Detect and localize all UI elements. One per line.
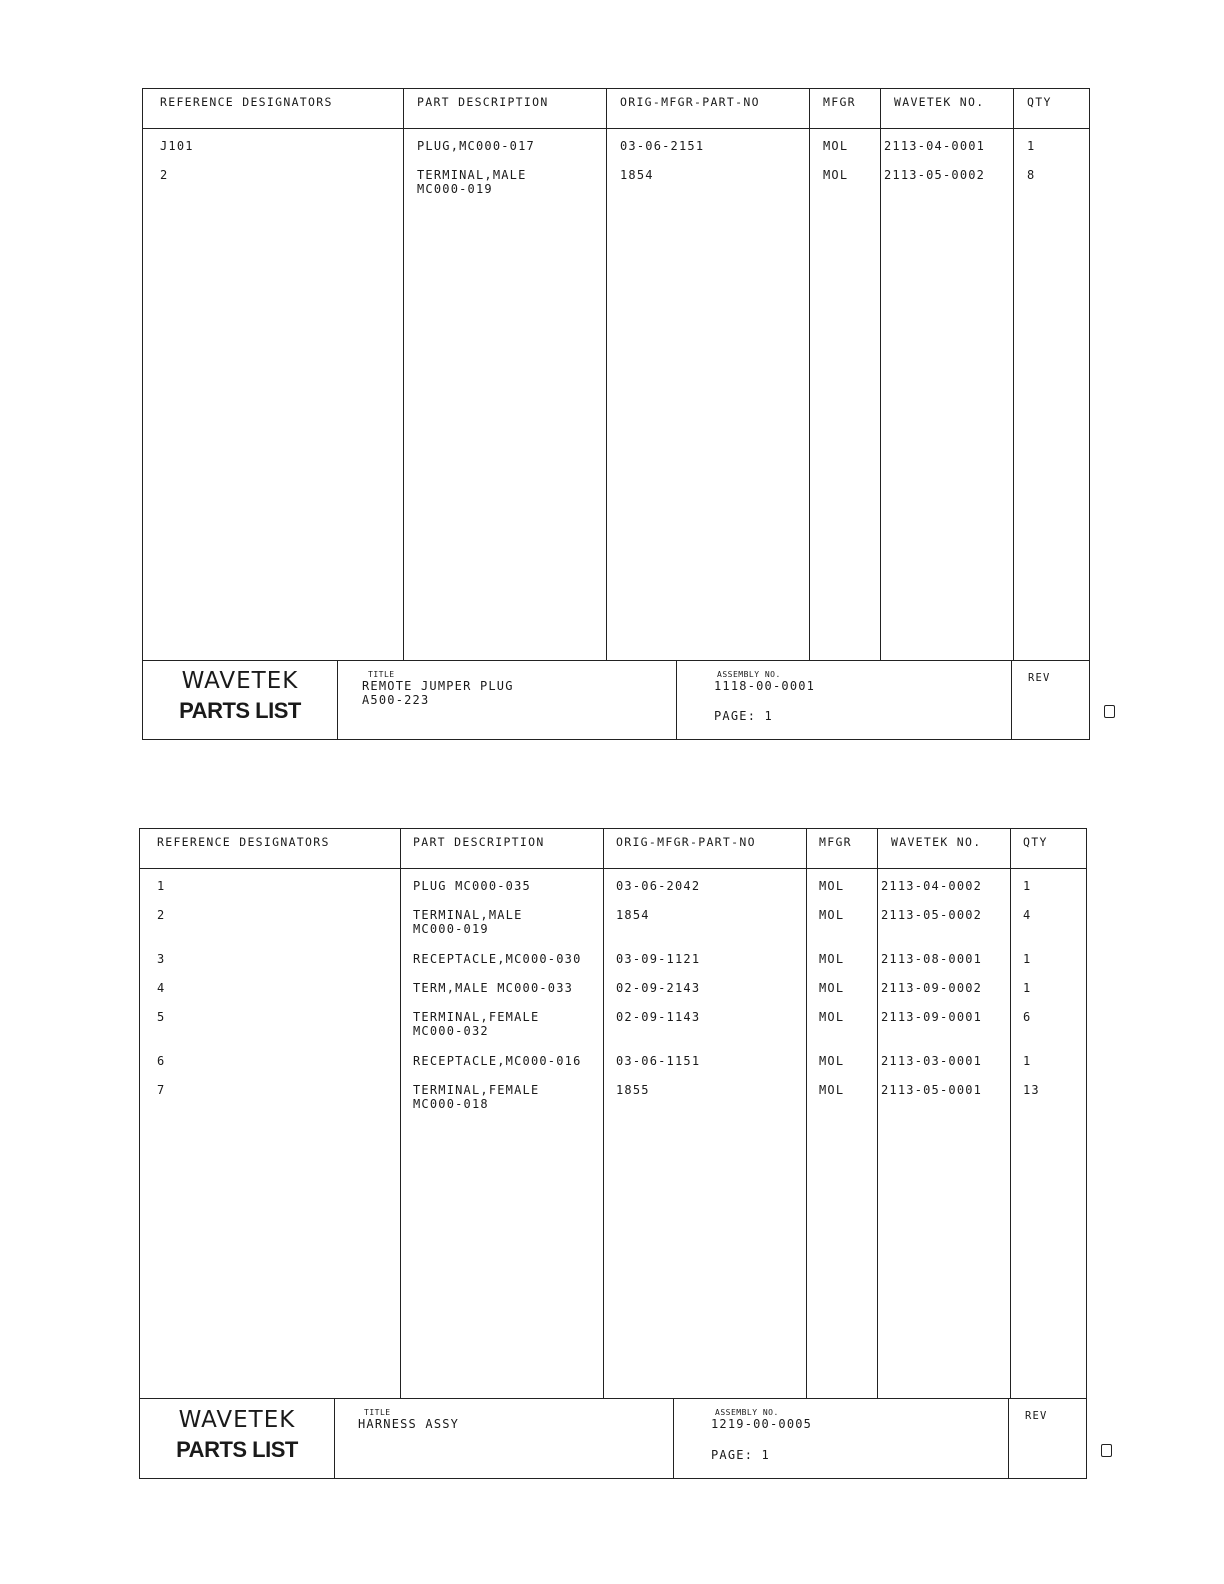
cell-wavetek: 2113-04-0001 [884, 139, 986, 153]
cell-desc: PLUG MC000-035 [413, 879, 531, 893]
cell-ref: 3 [157, 952, 166, 966]
assembly-label: ASSEMBLY NO. [715, 1408, 779, 1417]
cell-desc: PLUG,MC000-017 [417, 139, 535, 153]
cell-wavetek: 2113-08-0001 [881, 952, 983, 966]
header-wavetek: WAVETEK NO. [894, 95, 985, 109]
cell-mfgr: MOL [819, 952, 845, 966]
footer-divider-v [1011, 660, 1012, 740]
cell-orig: 03-06-2151 [620, 139, 705, 153]
column-divider [880, 88, 881, 660]
title-label: TITLE [368, 670, 395, 679]
cell-qty: 6 [1023, 1010, 1032, 1024]
cell-orig: 03-06-2042 [616, 879, 701, 893]
footer-divider [142, 660, 1090, 661]
cell-ref: 2 [160, 168, 169, 182]
cell-desc: RECEPTACLE,MC000-030 [413, 952, 582, 966]
cell-qty: 1 [1023, 1054, 1032, 1068]
column-divider [809, 88, 810, 660]
header-mfgr: MFGR [819, 835, 852, 849]
cell-qty: 1 [1023, 952, 1032, 966]
assembly-number: 1118-00-0001 [714, 679, 816, 693]
rev-label: REV [1025, 1410, 1048, 1422]
cell-ref: 2 [157, 908, 166, 922]
column-divider [603, 828, 604, 1398]
cell-mfgr: MOL [819, 1010, 845, 1024]
cell-orig: 03-09-1121 [616, 952, 701, 966]
cell-qty: 1 [1027, 139, 1036, 153]
assembly-number: 1219-00-0005 [711, 1417, 813, 1431]
cell-desc: TERM,MALE MC000-033 [413, 981, 574, 995]
wavetek-logo: WAVETEK [181, 668, 299, 694]
cell-wavetek: 2113-03-0001 [881, 1054, 983, 1068]
cell-desc-line2: MC000-019 [417, 182, 493, 196]
cell-ref: J101 [160, 139, 194, 153]
header-wavetek: WAVETEK NO. [891, 835, 982, 849]
cell-ref: 6 [157, 1054, 166, 1068]
header-orig: ORIG-MFGR-PART-NO [620, 95, 760, 109]
cell-mfgr: MOL [819, 1054, 845, 1068]
company-logo [150, 668, 330, 724]
title-line1: HARNESS ASSY [358, 1417, 460, 1431]
cell-ref: 4 [157, 981, 166, 995]
cell-qty: 8 [1027, 168, 1036, 182]
header-mfgr: MFGR [823, 95, 856, 109]
cell-desc-line2: MC000-032 [413, 1024, 489, 1038]
column-divider [403, 88, 404, 660]
cell-wavetek: 2113-05-0002 [884, 168, 986, 182]
cell-desc: TERMINAL,MALE [417, 168, 527, 182]
cell-qty: 1 [1023, 981, 1032, 995]
column-divider [806, 828, 807, 1398]
checkbox-icon [1104, 705, 1115, 718]
footer-divider-v [337, 660, 338, 740]
cell-ref: 1 [157, 879, 166, 893]
footer-divider-v [673, 1398, 674, 1479]
cell-orig: 03-06-1151 [616, 1054, 701, 1068]
parts-list-label: PARTS LIST [179, 698, 301, 723]
title-line2: A500-223 [362, 693, 430, 707]
parts-list-label: PARTS LIST [176, 1437, 298, 1462]
cell-mfgr: MOL [819, 879, 845, 893]
checkbox-icon [1101, 1444, 1112, 1457]
cell-orig: 1854 [620, 168, 654, 182]
cell-desc: RECEPTACLE,MC000-016 [413, 1054, 582, 1068]
header-orig: ORIG-MFGR-PART-NO [616, 835, 756, 849]
column-divider [877, 828, 878, 1398]
header-qty: QTY [1027, 95, 1052, 109]
cell-wavetek: 2113-05-0001 [881, 1083, 983, 1097]
cell-orig: 02-09-2143 [616, 981, 701, 995]
column-divider [606, 88, 607, 660]
rev-label: REV [1028, 672, 1051, 684]
cell-wavetek: 2113-05-0002 [881, 908, 983, 922]
cell-wavetek: 2113-09-0002 [881, 981, 983, 995]
footer-divider [139, 1398, 1087, 1399]
table-frame [139, 828, 1087, 1479]
cell-qty: 4 [1023, 908, 1032, 922]
header-desc: PART DESCRIPTION [413, 835, 545, 849]
cell-wavetek: 2113-09-0001 [881, 1010, 983, 1024]
header-divider [139, 868, 1087, 869]
company-logo [147, 1407, 327, 1463]
cell-wavetek: 2113-04-0002 [881, 879, 983, 893]
table-frame [142, 88, 1090, 740]
title-label: TITLE [364, 1408, 391, 1417]
page-number: PAGE: 1 [714, 709, 773, 723]
cell-desc: TERMINAL,FEMALE [413, 1083, 540, 1097]
column-divider [400, 828, 401, 1398]
header-ref: REFERENCE DESIGNATORS [160, 95, 333, 109]
cell-mfgr: MOL [819, 981, 845, 995]
header-qty: QTY [1023, 835, 1048, 849]
cell-desc-line2: MC000-018 [413, 1097, 489, 1111]
assembly-label: ASSEMBLY NO. [717, 670, 781, 679]
column-divider [1013, 88, 1014, 660]
cell-mfgr: MOL [823, 139, 849, 153]
page-number: PAGE: 1 [711, 1448, 770, 1462]
cell-desc: TERMINAL,FEMALE [413, 1010, 540, 1024]
cell-orig: 1855 [616, 1083, 650, 1097]
cell-ref: 5 [157, 1010, 166, 1024]
cell-mfgr: MOL [823, 168, 849, 182]
wavetek-logo: WAVETEK [178, 1407, 296, 1433]
cell-orig: 02-09-1143 [616, 1010, 701, 1024]
footer-divider-v [334, 1398, 335, 1479]
cell-mfgr: MOL [819, 1083, 845, 1097]
title-line1: REMOTE JUMPER PLUG [362, 679, 514, 693]
cell-orig: 1854 [616, 908, 650, 922]
footer-divider-v [1008, 1398, 1009, 1479]
cell-ref: 7 [157, 1083, 166, 1097]
cell-qty: 1 [1023, 879, 1032, 893]
header-desc: PART DESCRIPTION [417, 95, 549, 109]
cell-desc-line2: MC000-019 [413, 922, 489, 936]
header-divider [142, 128, 1090, 129]
cell-mfgr: MOL [819, 908, 845, 922]
header-ref: REFERENCE DESIGNATORS [157, 835, 330, 849]
column-divider [1010, 828, 1011, 1398]
cell-desc: TERMINAL,MALE [413, 908, 523, 922]
cell-qty: 13 [1023, 1083, 1040, 1097]
footer-divider-v [676, 660, 677, 740]
